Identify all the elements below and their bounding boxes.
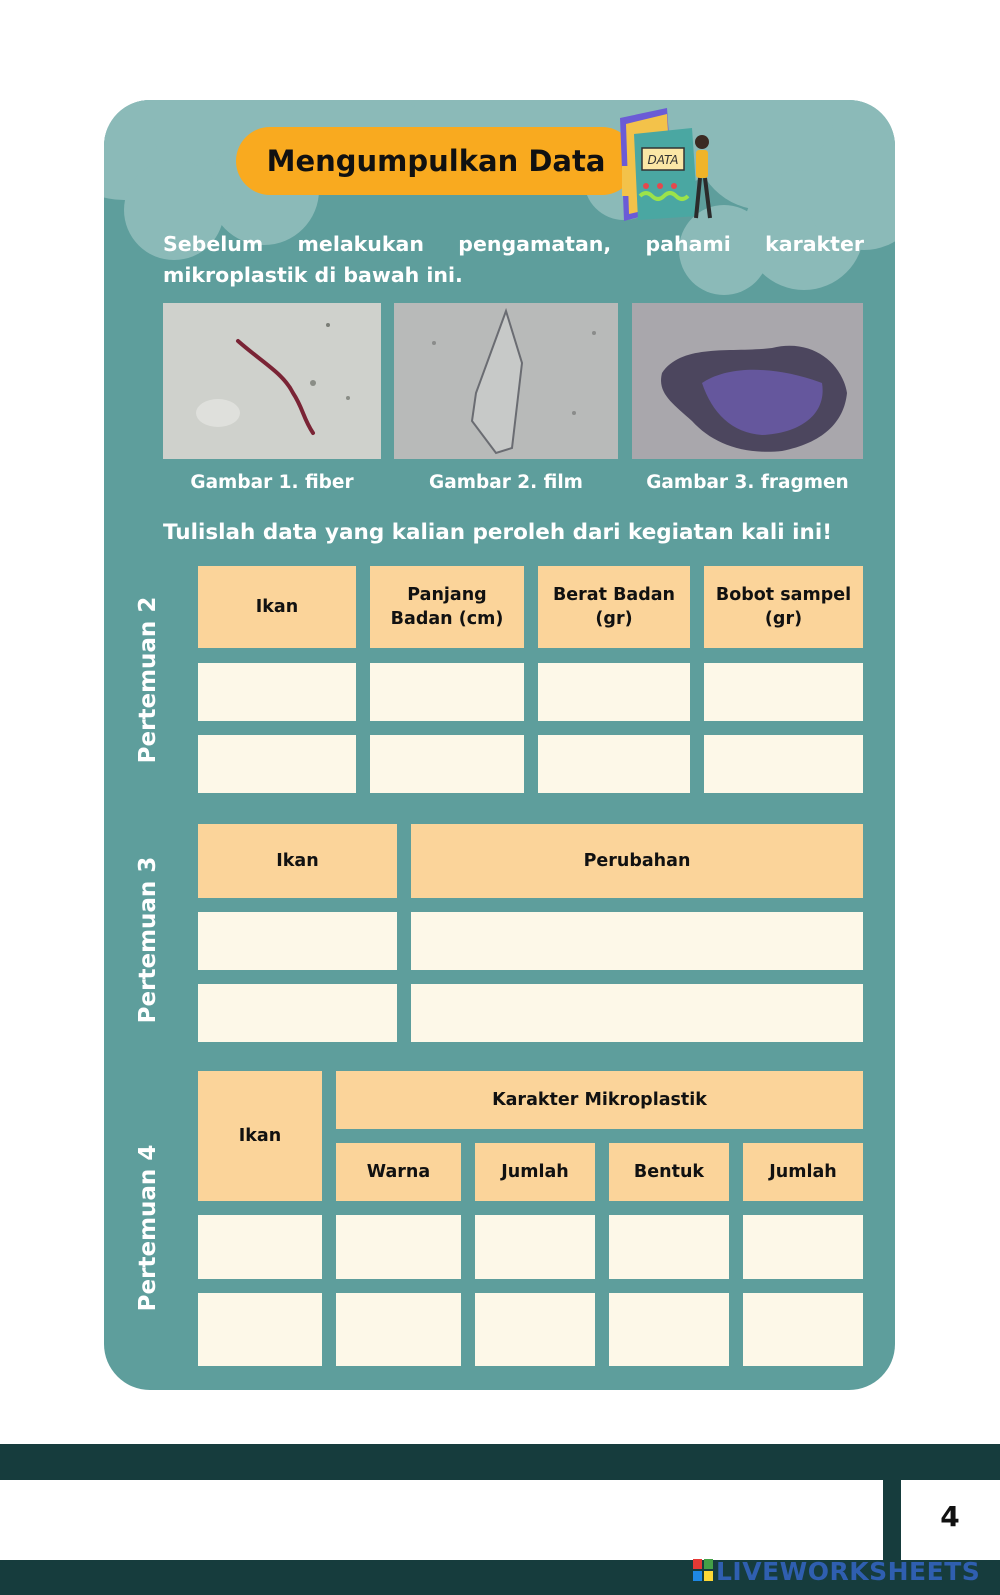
p2-cell-r2-panjang[interactable] bbox=[370, 735, 524, 793]
fiber-photo bbox=[163, 303, 381, 459]
p3-header-perubahan: Perubahan bbox=[411, 824, 863, 898]
p2-header-ikan: Ikan bbox=[198, 566, 356, 648]
section-title: Mengumpulkan Data bbox=[236, 127, 636, 195]
intro-text: Sebelum melakukan pengamatan, pahami karakter mikroplastik di bawah ini. bbox=[163, 232, 864, 287]
liveworksheets-logo-icon bbox=[693, 1559, 713, 1581]
pertemuan-2-label: Pertemuan 2 bbox=[135, 596, 161, 764]
p2-cell-r1-ikan[interactable] bbox=[198, 663, 356, 721]
pertemuan-3-label: Pertemuan 3 bbox=[135, 856, 161, 1024]
p2-cell-r1-bobot[interactable] bbox=[704, 663, 863, 721]
pertemuan-4-label: Pertemuan 4 bbox=[135, 1144, 161, 1312]
p4-cell-r2-jumlah-2[interactable] bbox=[743, 1293, 863, 1366]
p3-cell-r1-perubahan[interactable] bbox=[411, 912, 863, 970]
book-data-label: DATA bbox=[647, 153, 679, 167]
p3-header-ikan: Ikan bbox=[198, 824, 397, 898]
instruction-text: Tulislah data yang kalian peroleh dari kegiatan kali ini! bbox=[163, 520, 833, 545]
figure-caption-fragmen: Gambar 3. fragmen bbox=[646, 472, 849, 493]
p4-subheader-warna: Warna bbox=[336, 1143, 461, 1201]
liveworksheets-watermark: LIVEWORKSHEETS bbox=[716, 1557, 981, 1586]
p4-subheader-jumlah-2: Jumlah bbox=[743, 1143, 863, 1201]
p2-cell-r1-berat[interactable] bbox=[538, 663, 690, 721]
data-book-illustration bbox=[612, 106, 722, 228]
p2-cell-r2-berat[interactable] bbox=[538, 735, 690, 793]
p4-header-ikan: Ikan bbox=[198, 1071, 322, 1201]
p4-header-karakter-mikroplastik: Karakter Mikroplastik bbox=[336, 1071, 863, 1129]
p4-cell-r2-ikan[interactable] bbox=[198, 1293, 322, 1366]
footer-divider bbox=[883, 1478, 901, 1562]
fragmen-photo bbox=[632, 303, 863, 459]
page-number: 4 bbox=[940, 1500, 960, 1533]
p3-cell-r2-perubahan[interactable] bbox=[411, 984, 863, 1042]
p3-cell-r2-ikan[interactable] bbox=[198, 984, 397, 1042]
p2-cell-r2-ikan[interactable] bbox=[198, 735, 356, 793]
film-photo bbox=[394, 303, 618, 459]
p4-cell-r1-jumlah-2[interactable] bbox=[743, 1215, 863, 1279]
p4-subheader-bentuk: Bentuk bbox=[609, 1143, 729, 1201]
p4-subheader-jumlah: Jumlah bbox=[475, 1143, 595, 1201]
p3-cell-r1-ikan[interactable] bbox=[198, 912, 397, 970]
figure-caption-fiber: Gambar 1. fiber bbox=[190, 472, 354, 493]
p2-header-berat-badan: Berat Badan (gr) bbox=[538, 566, 690, 648]
p4-cell-r2-bentuk[interactable] bbox=[609, 1293, 729, 1366]
p2-cell-r1-panjang[interactable] bbox=[370, 663, 524, 721]
p2-cell-r2-bobot[interactable] bbox=[704, 735, 863, 793]
p4-cell-r1-jumlah[interactable] bbox=[475, 1215, 595, 1279]
p2-header-panjang-badan: Panjang Badan (cm) bbox=[370, 566, 524, 648]
figure-caption-film: Gambar 2. film bbox=[429, 472, 583, 493]
p4-cell-r1-warna[interactable] bbox=[336, 1215, 461, 1279]
footer-top-band bbox=[0, 1444, 1000, 1480]
p4-cell-r1-ikan[interactable] bbox=[198, 1215, 322, 1279]
p4-cell-r1-bentuk[interactable] bbox=[609, 1215, 729, 1279]
p2-header-bobot-sampel: Bobot sampel (gr) bbox=[704, 566, 863, 648]
p4-cell-r2-warna[interactable] bbox=[336, 1293, 461, 1366]
p4-cell-r2-jumlah[interactable] bbox=[475, 1293, 595, 1366]
